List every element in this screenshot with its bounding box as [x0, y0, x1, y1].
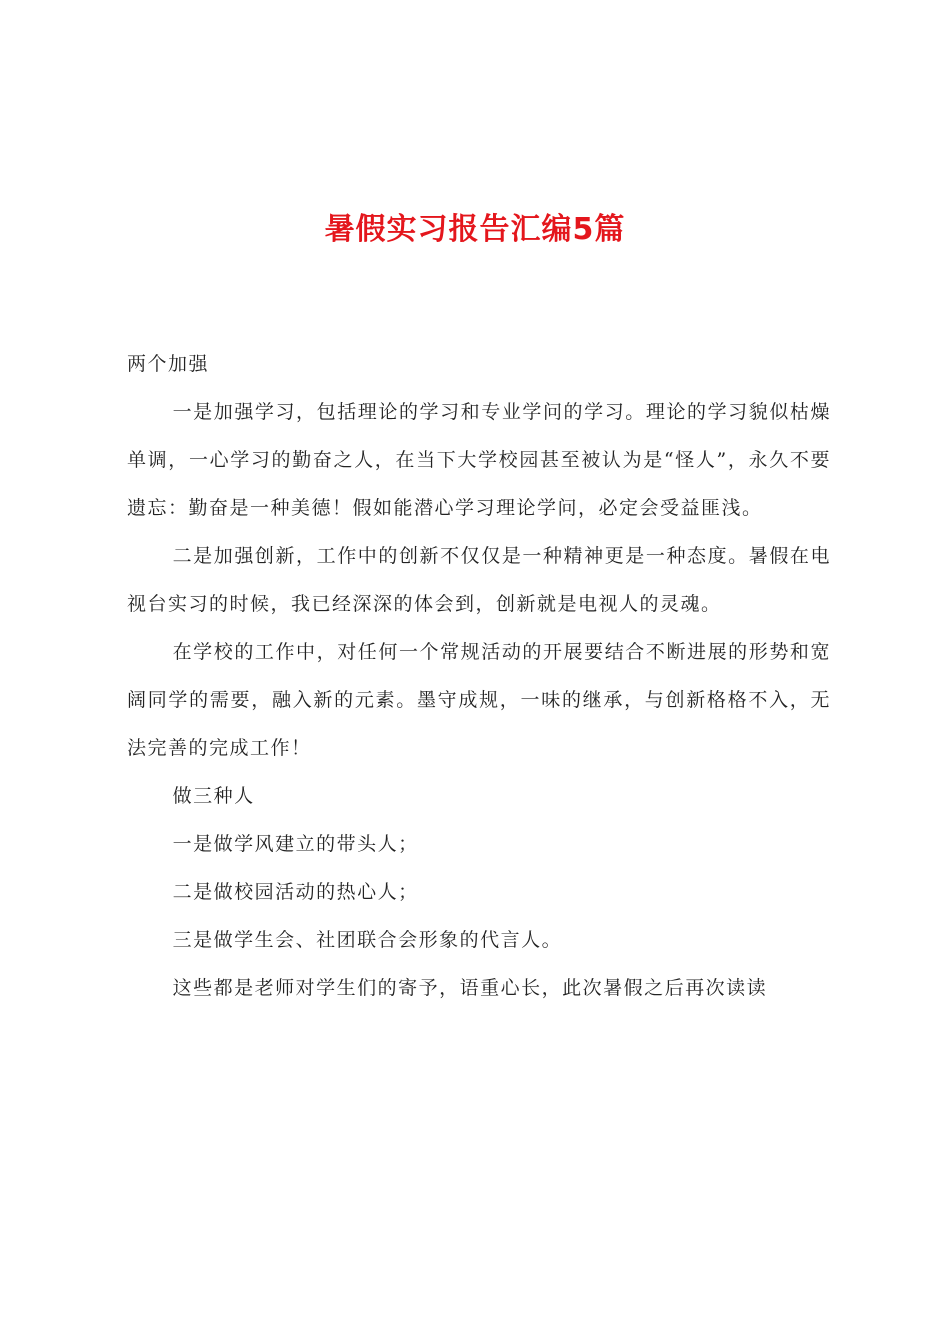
paragraph-school-work: 在学校的工作中，对任何一个常规活动的开展要结合不断进展的形势和宽阔同学的需要，融入新的元素。墨守成规，一味的继承，与创新格格不入，无法完善的完成工作！ [127, 641, 831, 759]
section-heading-two-strengthens: 两个加强 [127, 353, 210, 375]
list-item-spokesperson: 三是做学生会、社团联合会形象的代言人。 [172, 929, 563, 951]
list-item-study-leader: 一是做学风建立的带头人； [172, 833, 419, 855]
paragraph-strengthen-innovation: 二是加强创新，工作中的创新不仅仅是一种精神更是一种态度。暑假在电视台实习的时候，我已经深深的体会到，创新就是电视人的灵魂。 [127, 545, 831, 615]
document-body [127, 340, 831, 1012]
list-item-campus-activities: 二是做校园活动的热心人； [172, 881, 419, 903]
document-title: 暑假实习报告汇编5篇 [324, 212, 626, 247]
section-heading-three-people: 做三种人 [172, 785, 255, 807]
paragraph-strengthen-learning: 一是加强学习，包括理论的学习和专业学问的学习。理论的学习貌似枯燥单调，一心学习的勤奋之人，在当下大学校园甚至被认为是“怪人”，永久不要遗忘：勤奋是一种美德！假如能潜心学习理论学问，必定会受益匪浅。 [127, 401, 831, 519]
paragraph-teacher-expectations: 这些都是老师对学生们的寄予，语重心长，此次暑假之后再次读读 [172, 977, 768, 999]
